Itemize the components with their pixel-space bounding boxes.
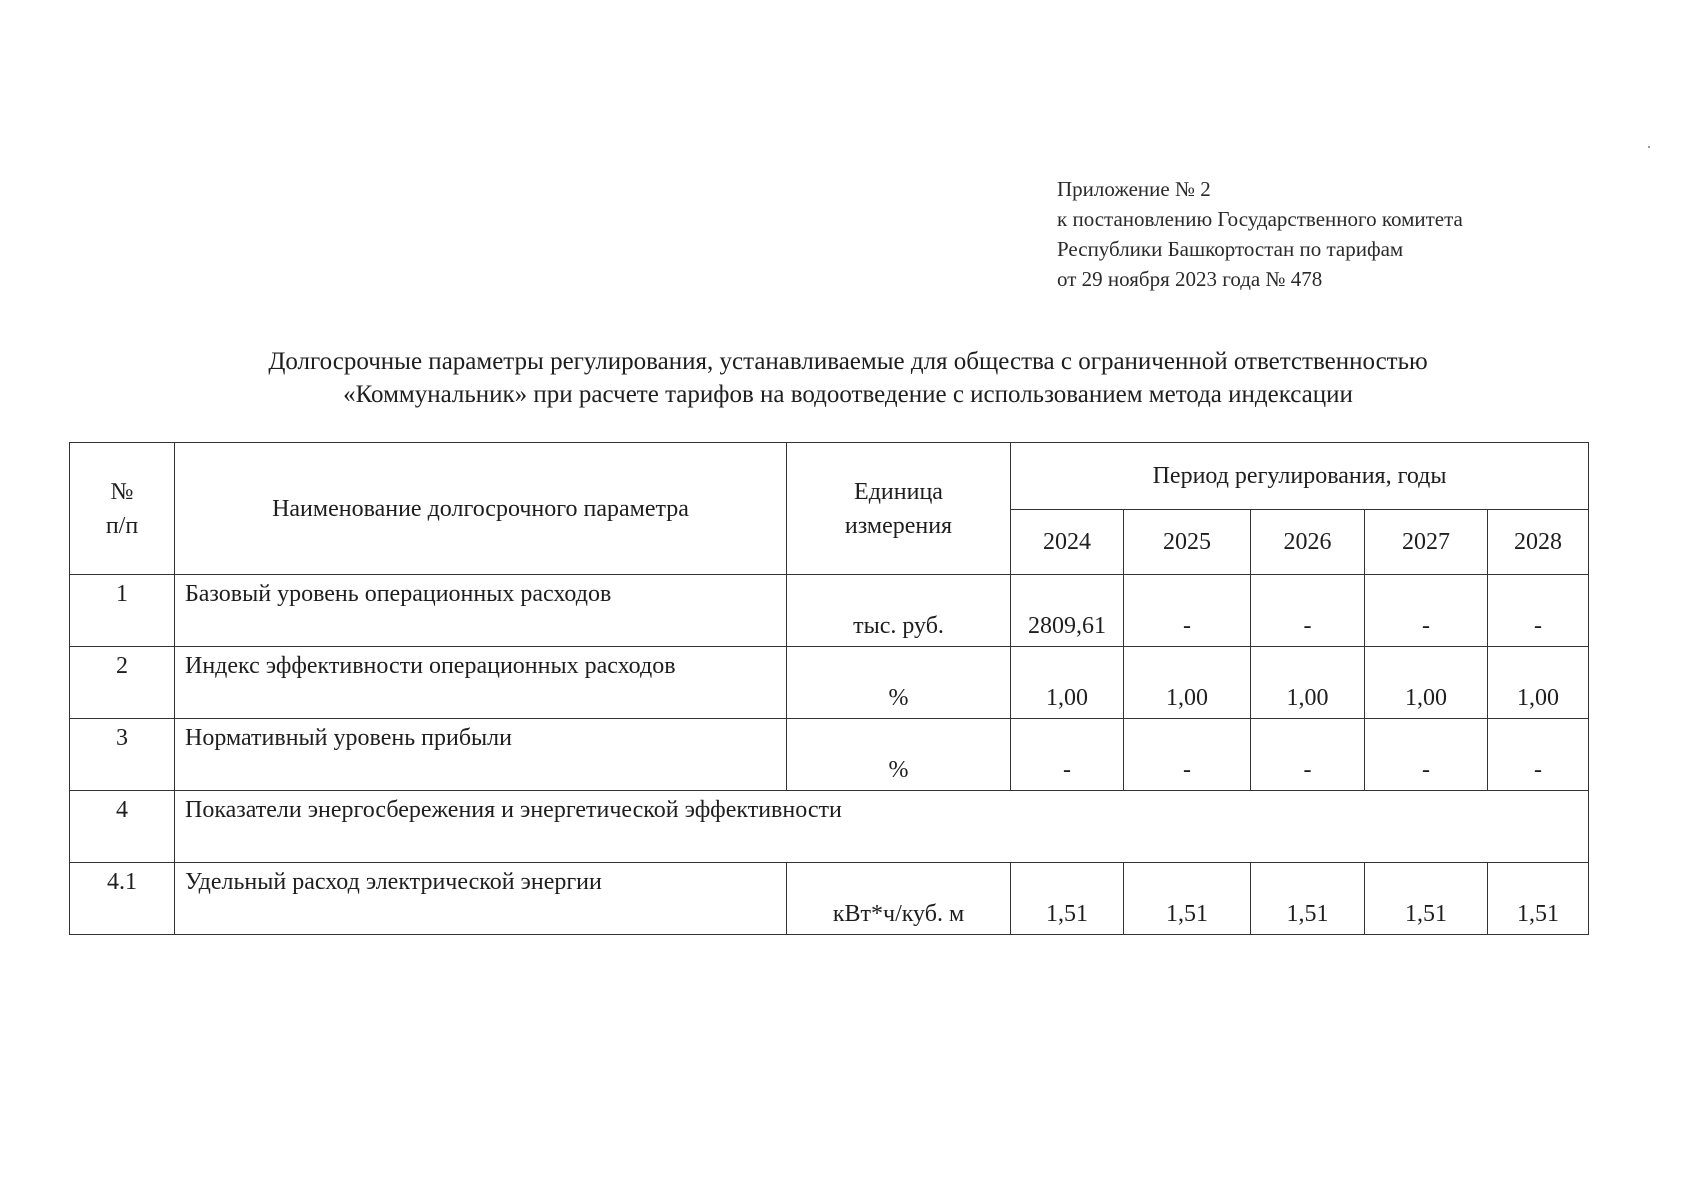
header-num-symbol: № <box>110 478 134 505</box>
row-value: 1,51 <box>1251 863 1365 935</box>
row-value: 1,00 <box>1488 647 1589 719</box>
parameters-table <box>69 442 1589 935</box>
row-value: - <box>1124 575 1251 647</box>
row-value: 1,00 <box>1124 647 1251 719</box>
header-year: 2024 <box>1011 510 1124 575</box>
row-num: 2 <box>70 647 175 719</box>
row-value: - <box>1124 719 1251 791</box>
header-unit <box>787 443 1011 575</box>
table-row <box>70 863 1589 935</box>
row-value: 1,51 <box>1365 863 1488 935</box>
row-value: 1,51 <box>1124 863 1251 935</box>
header-year: 2027 <box>1365 510 1488 575</box>
row-name: Индекс эффективности операционных расходов <box>175 647 787 719</box>
appendix-line: к постановлению Государственного комитета <box>1057 207 1463 231</box>
row-value: - <box>1251 575 1365 647</box>
table-row <box>70 575 1589 647</box>
row-name: Базовый уровень операционных расходов <box>175 575 787 647</box>
row-value: - <box>1011 719 1124 791</box>
row-value: - <box>1488 719 1589 791</box>
row-num: 3 <box>70 719 175 791</box>
scan-speck <box>1648 146 1650 148</box>
row-unit: % <box>787 719 1011 791</box>
header-year: 2028 <box>1488 510 1589 575</box>
row-name: Удельный расход электрической энергии <box>175 863 787 935</box>
header-unit-line2: измерения <box>844 512 953 539</box>
title-line-1: Долгосрочные параметры регулирования, устанавливаемые для общества с ограниченной ответственностью <box>268 348 1428 375</box>
header-num <box>70 443 175 575</box>
row-unit: % <box>787 647 1011 719</box>
row-unit: тыс. руб. <box>787 575 1011 647</box>
row-name: Нормативный уровень прибыли <box>175 719 787 791</box>
header-year: 2025 <box>1124 510 1251 575</box>
header-period: Период регулирования, годы <box>1011 443 1589 510</box>
document-title <box>0 345 1696 411</box>
row-value: 1,00 <box>1251 647 1365 719</box>
row-value: 1,51 <box>1011 863 1124 935</box>
row-value: - <box>1488 575 1589 647</box>
appendix-line: Приложение № 2 <box>1057 177 1211 201</box>
section-num: 4 <box>70 791 175 863</box>
header-year: 2026 <box>1251 510 1365 575</box>
row-unit: кВт*ч/куб. м <box>787 863 1011 935</box>
header-num-label: п/п <box>105 512 139 539</box>
row-value: 1,00 <box>1365 647 1488 719</box>
section-name: Показатели энергосбережения и энергетической эффективности <box>175 791 1589 863</box>
table-row <box>70 719 1589 791</box>
row-value: 1,51 <box>1488 863 1589 935</box>
appendix-line: от 29 ноября 2023 года № 478 <box>1057 267 1323 291</box>
section-row <box>70 791 1589 863</box>
row-value: 2809,61 <box>1011 575 1124 647</box>
appendix-line: Республики Башкортостан по тарифам <box>1057 237 1404 261</box>
title-line-2: «Коммунальник» при расчете тарифов на водоотведение с использованием метода индексации <box>343 381 1353 408</box>
row-value: 1,00 <box>1011 647 1124 719</box>
row-num: 4.1 <box>70 863 175 935</box>
header-name: Наименование долгосрочного параметра <box>175 443 787 575</box>
row-value: - <box>1251 719 1365 791</box>
header-unit-line1: Единица <box>854 478 943 505</box>
appendix-block <box>1057 174 1463 294</box>
row-value: - <box>1365 575 1488 647</box>
row-value: - <box>1365 719 1488 791</box>
row-num: 1 <box>70 575 175 647</box>
table-row <box>70 647 1589 719</box>
